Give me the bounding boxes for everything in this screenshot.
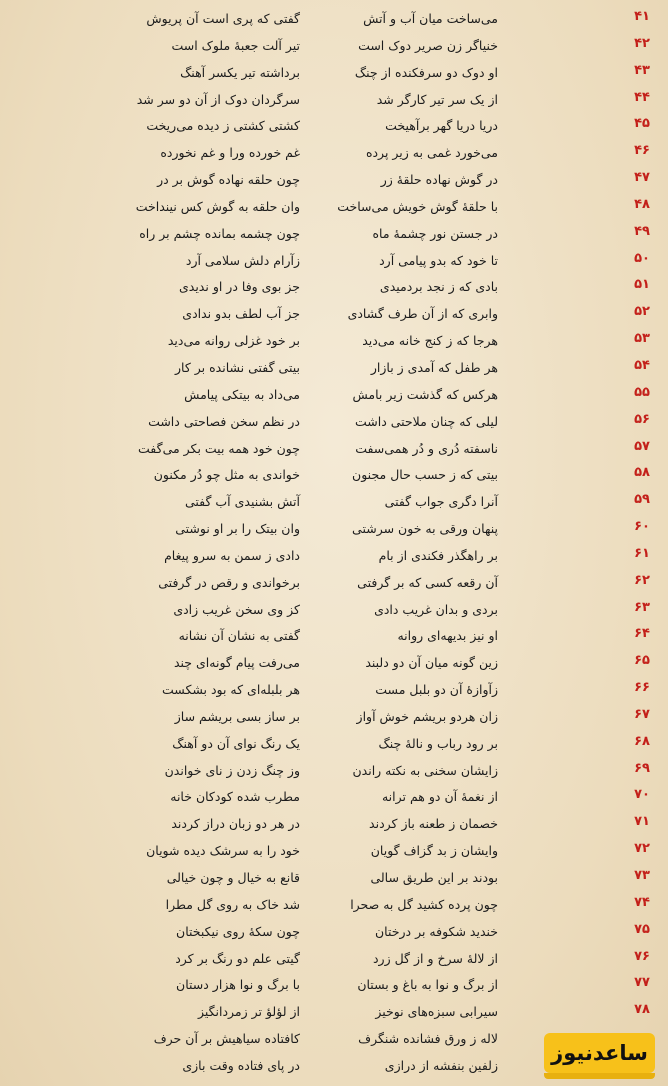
verse-first-hemistich: زان هردو بریشم خوش آواز <box>356 708 498 724</box>
verse-row <box>0 461 668 488</box>
verse-number: ۴۸ <box>634 196 650 212</box>
verse-first-hemistich: بردی و بدان غریب دادی <box>374 601 498 617</box>
verse-number: ۶۶ <box>634 680 650 696</box>
verse-second-hemistich: کشتی کشتی ز دیده می‌ریخت <box>146 118 300 134</box>
verse-row <box>0 783 668 810</box>
verse-row <box>0 193 668 220</box>
verse-row <box>0 435 668 462</box>
verse-row <box>0 381 668 408</box>
verse-second-hemistich: قانع به خیال و چون خیالی <box>166 870 300 885</box>
verse-first-hemistich: او نیز بدیهه‌ای روانه <box>397 628 498 644</box>
verse-number: ۶۱ <box>634 545 650 561</box>
verse-second-hemistich: چون خود همه بیت بکر می‌گفت <box>138 440 300 456</box>
verse-second-hemistich: جز بوی وفا در او ندیدی <box>178 279 300 295</box>
site-logo-text: ساعدنیوز <box>551 1041 648 1065</box>
verse-first-hemistich: خنیاگر زن صریر دوک است <box>358 37 498 53</box>
site-logo[interactable] <box>544 1033 655 1073</box>
verse-number: ۷۴ <box>634 894 650 910</box>
verse-number: ۶۹ <box>634 760 650 776</box>
verse-number: ۵۰ <box>634 250 650 266</box>
verse-row <box>0 891 668 918</box>
verse-second-hemistich: سرگردان دوک از آن دو سر شد <box>136 91 300 107</box>
verse-row <box>0 971 668 998</box>
verse-second-hemistich: خود را به سرشک دیده شویان <box>146 843 300 859</box>
verse-second-hemistich: وان بیتک را بر او نوشتی <box>175 521 300 537</box>
verse-first-hemistich: در گوش نهاده حلقهٔ زر <box>380 172 498 188</box>
verse-second-hemistich: می‌رفت پیام گونه‌ای چند <box>173 655 300 671</box>
verse-row <box>0 354 668 381</box>
verse-row <box>0 998 668 1025</box>
verse-first-hemistich: زین گونه میان آن دو دلبند <box>365 655 498 671</box>
verse-number: ۷۶ <box>634 948 650 964</box>
verse-number: ۵۸ <box>634 465 650 481</box>
verse-second-hemistich: وان حلقه به گوش کس نینداخت <box>135 198 300 214</box>
verse-first-hemistich: در جستن نور چشمهٔ ماه <box>372 225 498 241</box>
verse-number: ۵۷ <box>634 438 650 454</box>
verse-first-hemistich: هر طفل که آمدی ز بازار <box>370 359 498 375</box>
verse-first-hemistich: زایشان سخنی به نکته راندن <box>352 762 498 778</box>
verse-first-hemistich: زآوازهٔ آن دو بلبل مست <box>375 682 498 698</box>
verse-first-hemistich: بادی که ز نجد بردمیدی <box>379 279 498 295</box>
verse-first-hemistich: بر رود رباب و نالهٔ چنگ <box>378 735 498 751</box>
verse-first-hemistich: خندید شکوفه بر درختان <box>375 923 498 939</box>
verse-second-hemistich: برخواندی و رقص در گرفتی <box>158 574 300 590</box>
verse-number: ۴۲ <box>634 35 650 51</box>
verse-first-hemistich: لاله ز ورق فشانده شنگرف <box>358 1031 498 1047</box>
verse-row <box>0 300 668 327</box>
verse-number: ۶۴ <box>634 626 650 642</box>
verse-first-hemistich: می‌ساخت میان آب و آتش <box>363 11 498 26</box>
verse-first-hemistich: دریا دریا گهر برآهیخت <box>385 118 498 134</box>
verse-row <box>0 515 668 542</box>
verse-second-hemistich: یک رنگ نوای آن دو آهنگ <box>172 735 300 751</box>
verse-second-hemistich: غم خورده ورا و غم نخورده <box>160 145 300 161</box>
verse-row <box>0 569 668 596</box>
verse-second-hemistich: خواندی به مثل چو دُر مکنون <box>153 467 300 483</box>
verse-row <box>0 488 668 515</box>
verse-first-hemistich: وابری که از آن طرف گشادی <box>347 306 498 322</box>
verse-first-hemistich: خصمان ز طعنه باز کردند <box>369 816 498 832</box>
verse-second-hemistich: گفتی به نشان آن نشانه <box>178 628 300 644</box>
verse-row <box>0 86 668 113</box>
verse-first-hemistich: از نغمهٔ آن دو هم ترانه <box>381 789 498 805</box>
verse-second-hemistich: آتش بشنیدی آب گفتی <box>184 494 300 510</box>
verse-row <box>0 864 668 891</box>
verse-row <box>0 408 668 435</box>
verse-row <box>0 247 668 274</box>
verse-number: ۷۳ <box>634 868 650 883</box>
verse-first-hemistich: هرجا که ز کنج خانه می‌دید <box>362 333 498 349</box>
verse-number: ۵۹ <box>634 492 650 508</box>
verse-row <box>0 5 668 32</box>
verse-second-hemistich: شد خاک به روی گل مطرا <box>165 896 300 912</box>
verse-row <box>0 32 668 59</box>
verse-row <box>0 220 668 247</box>
verse-row <box>0 327 668 354</box>
verse-row <box>0 918 668 945</box>
verse-first-hemistich: هرکس که گذشت زیر بامش <box>352 386 498 402</box>
verse-number: ۵۲ <box>634 304 650 320</box>
verse-number: ۶۵ <box>634 653 650 669</box>
verse-number: ۷۰ <box>634 787 650 803</box>
verse-second-hemistich: کز وی سخن غریب زادی <box>173 601 300 617</box>
verse-number: ۷۵ <box>634 921 650 937</box>
verse-row <box>0 730 668 757</box>
verse-second-hemistich: بیتی گفتی نشانده بر کار <box>175 359 300 375</box>
verse-number: ۴۹ <box>634 223 650 239</box>
verse-number: ۵۶ <box>634 411 650 427</box>
verse-second-hemistich: زآرام دلش سلامی آرد <box>185 252 300 268</box>
verse-second-hemistich: چون چشمه بمانده چشم بر راه <box>139 225 300 241</box>
verse-first-hemistich: بودند بر این طریق سالی <box>370 870 498 885</box>
verse-number: ۶۰ <box>634 519 650 535</box>
verse-second-hemistich: می‌داد به بیتکی پیامش <box>184 386 300 402</box>
verse-first-hemistich: بر راهگذر فکندی از بام <box>378 547 498 563</box>
verse-second-hemistich: گیتی علم دو رنگ بر کرد <box>175 950 300 966</box>
verse-number: ۴۱ <box>634 9 650 24</box>
verse-first-hemistich: با حلقهٔ گوش خویش می‌ساخت <box>337 198 498 214</box>
verse-number: ۷۲ <box>634 841 650 857</box>
verse-row <box>0 649 668 676</box>
verse-second-hemistich: گفتی که پری است آن پریوش <box>146 11 300 26</box>
verse-number: ۷۷ <box>634 975 650 991</box>
verse-first-hemistich: پنهان ورقی به خون سرشتی <box>352 521 498 537</box>
verse-row <box>0 945 668 972</box>
site-logo-underline <box>544 1073 655 1079</box>
verse-number: ۵۴ <box>634 357 650 373</box>
verse-first-hemistich: از لالهٔ سرخ و از گل زرد <box>372 950 498 966</box>
verse-number: ۴۵ <box>634 116 650 132</box>
verse-second-hemistich: تیر آلت جعبهٔ ملوک است <box>171 37 300 53</box>
verse-first-hemistich: سیرابی سبزه‌های نوخیز <box>375 1004 498 1020</box>
verse-first-hemistich: از یک سر تیر کارگر شد <box>376 91 498 107</box>
verse-second-hemistich: بر خود غزلی روانه می‌دید <box>167 333 300 349</box>
verse-row <box>0 596 668 623</box>
verse-number: ۴۴ <box>634 89 650 105</box>
verse-row <box>0 703 668 730</box>
verse-second-hemistich: کافتاده سیاهیش بر آن حرف <box>153 1031 300 1047</box>
verse-number: ۴۶ <box>634 143 650 159</box>
verse-row <box>0 273 668 300</box>
verse-number: ۵۵ <box>634 384 650 400</box>
verse-number: ۷۱ <box>634 814 650 830</box>
verse-row <box>0 59 668 86</box>
verse-second-hemistich: مطرب شده کودکان خانه <box>170 789 300 805</box>
verse-row <box>0 139 668 166</box>
verse-second-hemistich: بر ساز بسی بریشم ساز <box>174 708 300 724</box>
verse-second-hemistich: برداشته تیر یکسر آهنگ <box>180 64 300 80</box>
verse-second-hemistich: با برگ و نوا هزار دستان <box>176 977 300 993</box>
verse-number: ۶۳ <box>634 599 650 615</box>
verse-row <box>0 837 668 864</box>
verse-number: ۷۸ <box>634 1002 650 1018</box>
verse-row <box>0 676 668 703</box>
verse-second-hemistich: در پای فتاده وقت بازی <box>182 1057 300 1073</box>
verse-second-hemistich: هر بلبله‌ای که بود بشکست <box>162 682 300 698</box>
verse-first-hemistich: بیتی که ز حسب حال مجنون <box>352 467 498 483</box>
verse-second-hemistich: چون حلقه نهاده گوش بر در <box>157 172 300 188</box>
verse-row <box>0 622 668 649</box>
verse-number: ۶۸ <box>634 733 650 749</box>
verse-first-hemistich: چون پرده کشید گل به صحرا <box>350 896 498 912</box>
poem <box>0 5 668 1079</box>
verse-row <box>0 542 668 569</box>
verse-first-hemistich: زلفین بنفشه از درازی <box>384 1057 498 1073</box>
verse-second-hemistich: جز آب لطف بدو ندادی <box>182 306 300 322</box>
verse-number: ۶۲ <box>634 572 650 588</box>
verse-second-hemistich: در هر دو زبان دراز کردند <box>171 816 300 832</box>
verse-second-hemistich: در نظم سخن فصاحتی داشت <box>148 413 300 429</box>
verse-number: ۴۷ <box>634 170 650 186</box>
verse-first-hemistich: آنرا دگری جواب گفتی <box>384 494 498 510</box>
verse-first-hemistich: او دوک دو سرفکنده از چنگ <box>354 64 498 80</box>
verse-row <box>0 166 668 193</box>
verse-first-hemistich: می‌خورد غمی به زیر پرده <box>365 145 498 161</box>
verse-number: ۶۷ <box>634 706 650 722</box>
verse-row <box>0 810 668 837</box>
verse-second-hemistich: از لؤلؤ تر زمردانگیز <box>197 1004 300 1020</box>
verse-first-hemistich: از برگ و نوا به باغ و بستان <box>357 977 498 993</box>
verse-row <box>0 112 668 139</box>
verse-second-hemistich: وز چنگ زدن ز نای خواندن <box>164 762 300 778</box>
verse-second-hemistich: چون سکهٔ روی نیکبختان <box>176 923 300 939</box>
verse-number: ۵۱ <box>634 277 650 293</box>
verse-first-hemistich: ناسفته دُری و دُر همی‌سفت <box>355 440 498 456</box>
verse-second-hemistich: دادی ز سمن به سرو پیغام <box>164 547 300 563</box>
verse-first-hemistich: وایشان ز بد گزاف گویان <box>370 843 498 859</box>
verse-first-hemistich: تا خود که بدو پیامی آرد <box>379 252 498 268</box>
verse-number: ۴۳ <box>634 62 650 78</box>
verse-first-hemistich: لیلی که چنان ملاحتی داشت <box>354 413 498 429</box>
verse-row <box>0 757 668 784</box>
verse-number: ۵۳ <box>634 331 650 347</box>
verse-first-hemistich: آن رقعه کسی که بر گرفتی <box>357 574 498 590</box>
